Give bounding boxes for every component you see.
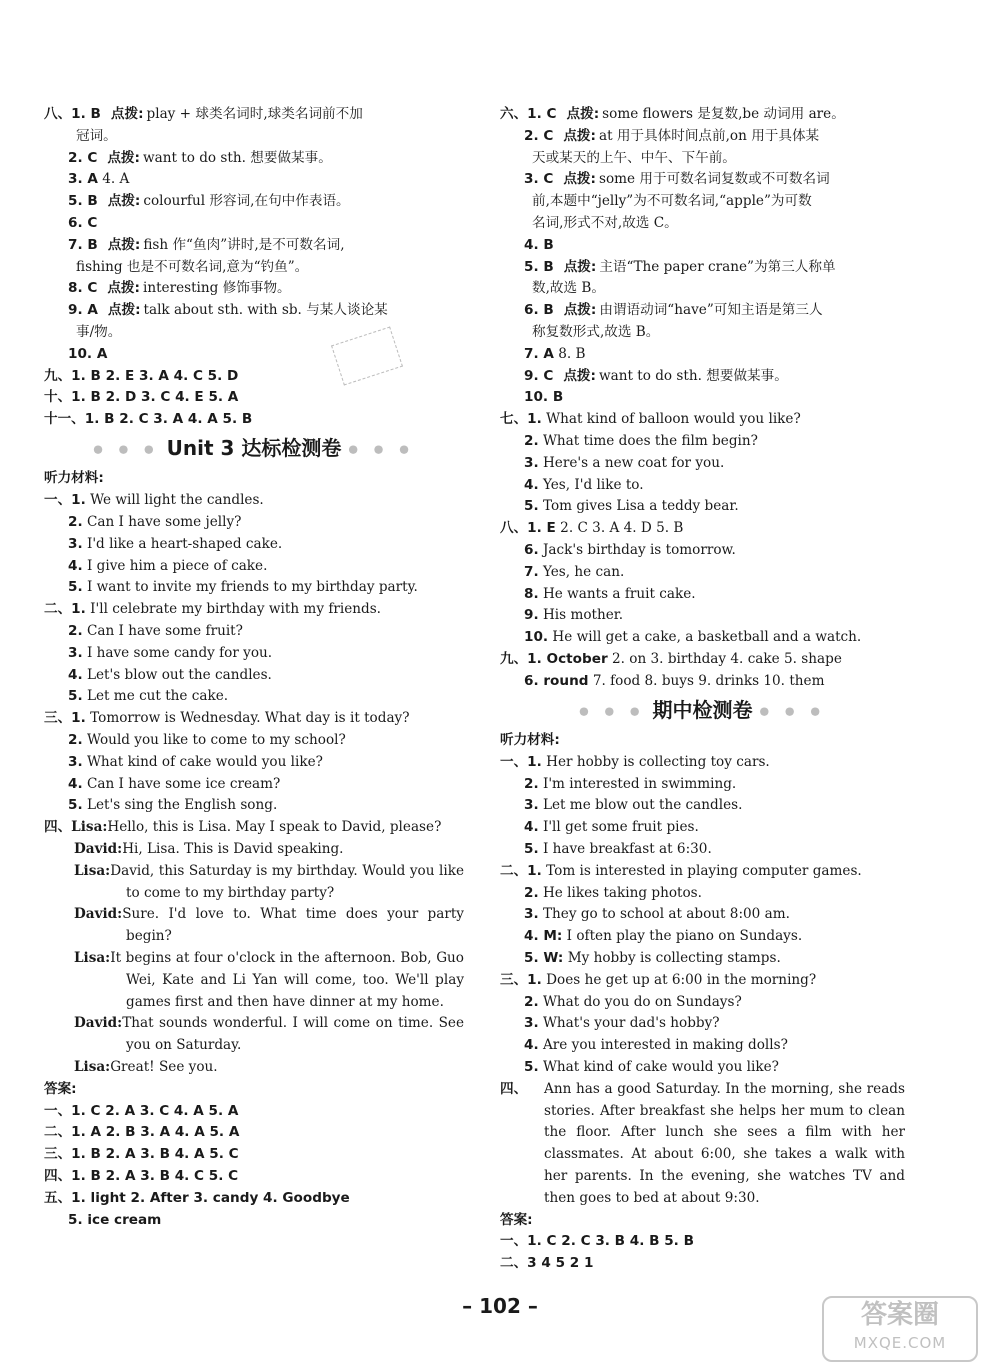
- item-text: What kind of balloon would you like?: [546, 411, 801, 428]
- hint-label: 点拨:: [563, 367, 596, 384]
- midterm-listening-list: [500, 752, 905, 1079]
- watermark-logo-icon: 答案圈 MXQE.COM: [822, 1296, 978, 1362]
- item-text: I have breakfast at 6:30.: [542, 841, 712, 857]
- item-text: They go to school at about 8:00 am.: [542, 906, 790, 923]
- speaker-name: Lisa:: [74, 1058, 111, 1075]
- answer-item: [500, 235, 905, 257]
- item-number: 2. C: [524, 127, 554, 144]
- item-text: I have some candy for you.: [86, 644, 273, 661]
- item-number: 4.: [68, 557, 83, 574]
- item-text: Can I have some ice cream?: [86, 775, 281, 792]
- answer-row: 五、1. light 2. After 3. candy 4. Goodbye: [44, 1189, 350, 1206]
- item-text: interesting 修饰事物。: [142, 280, 291, 297]
- unit3-answers: [44, 1101, 464, 1232]
- list-item: [500, 431, 905, 453]
- item-number: 5.: [68, 797, 83, 814]
- answer-item: [44, 191, 464, 213]
- item-text: I often play the piano on Sundays.: [566, 928, 803, 945]
- item-number: 5.: [524, 498, 539, 515]
- left-answer-lines-9-11: [44, 366, 464, 431]
- list-item: [500, 1013, 905, 1035]
- item-text: We will light the candles.: [90, 492, 264, 509]
- item-number: 6. C: [68, 214, 98, 231]
- answer-row: 四、1. B 2. A 3. B 4. C 5. C: [44, 1167, 239, 1184]
- item-number: 5. B: [68, 193, 98, 210]
- list-item: [500, 795, 905, 817]
- item-number: 10. B: [524, 389, 564, 406]
- item-number: 3. C: [524, 171, 554, 188]
- dialogue-text: Sure. I'd love to. What time does your party begin?: [122, 906, 464, 945]
- item-text: I want to invite my friends to my birthday party.: [86, 579, 418, 596]
- hint-label: 点拨:: [107, 149, 140, 166]
- answer-item: [44, 235, 464, 257]
- decor-dots-icon: ● ● ●: [579, 704, 646, 718]
- item-number: 7. B: [68, 236, 98, 253]
- item-text: Tom is interested in playing computer games.: [546, 862, 862, 879]
- page-number: – 102 –: [462, 1294, 538, 1318]
- item-number: 七、1.: [500, 411, 542, 428]
- dialogue-text: That sounds wonderful. I will come on time. See you on Saturday.: [122, 1015, 464, 1054]
- list-item: [44, 795, 464, 817]
- item-text: some 用于可数名词复数或不可数名词: [598, 171, 830, 188]
- list-item: [500, 562, 905, 584]
- item-number: 6. round: [524, 672, 589, 689]
- list-item: [500, 817, 905, 839]
- left-answer-block-8: [44, 104, 464, 366]
- item-number: 3.: [524, 454, 539, 471]
- text-line: 前,本题中“jelly”为不可数名词,“apple”为可数: [532, 193, 812, 210]
- listening-label: 听力材料:: [500, 732, 560, 749]
- item-text: Yes, I'd like to.: [542, 476, 644, 493]
- item-text: Her hobby is collecting toy cars.: [546, 753, 770, 770]
- list-item: [44, 534, 464, 556]
- item-number: 8.: [524, 585, 539, 602]
- item-number: 7.: [524, 563, 539, 580]
- list-item: [500, 1057, 905, 1079]
- list-item: [44, 621, 464, 643]
- item-number: 3.: [68, 753, 83, 770]
- item-number: 九、1. October: [500, 650, 608, 667]
- item-number: 10. A: [68, 345, 108, 362]
- answer-item: [500, 387, 905, 409]
- item-number: 2. C: [68, 149, 98, 166]
- item-text: Here's a new coat for you.: [542, 454, 725, 471]
- item-text: Let's blow out the candles.: [86, 666, 272, 683]
- item-number: 5. B: [524, 258, 554, 275]
- item-number: 6. B: [524, 302, 554, 319]
- list-item: [500, 518, 905, 540]
- list-item: [500, 584, 905, 606]
- dialogue-line: [44, 1013, 464, 1057]
- list-item: [500, 926, 905, 948]
- item-text: want to do sth. 想要做某事。: [598, 367, 788, 384]
- item-number: 2.: [68, 623, 83, 640]
- item-text: Yes, he can.: [542, 563, 625, 580]
- list-item: [44, 643, 464, 665]
- answer-row: 5. ice cream: [68, 1211, 162, 1228]
- item-text: Let me blow out the candles.: [542, 797, 743, 814]
- answer-item: [44, 169, 464, 191]
- answer-row: 一、1. C 2. A 3. C 4. A 5. A: [44, 1102, 239, 1119]
- list-item: [44, 490, 464, 512]
- dialogue-text: It begins at four o'clock in the afternoon. Bob, Guo Wei, Kate and Li Yan will come, too. We'll play games first and then have dinner at my home.: [110, 949, 464, 1010]
- item-text: He will get a cake, a basketball and a watch.: [552, 629, 862, 646]
- list-item: [500, 1035, 905, 1057]
- text-line: 事/物。: [76, 323, 122, 340]
- item-text: Jack's birthday is tomorrow.: [542, 541, 736, 558]
- text-line: fishing 也是不可数名词,意为“钓鱼”。: [76, 258, 309, 275]
- answer-item: [44, 104, 464, 126]
- list-item: [44, 730, 464, 752]
- dialogue-line: [44, 904, 464, 948]
- answer-item: [500, 104, 905, 126]
- item-number: 9.: [524, 607, 539, 624]
- list-item: [500, 970, 905, 992]
- item-text: Are you interested in making dolls?: [542, 1037, 788, 1054]
- unit3-dialogue: [44, 817, 464, 1079]
- answer-item: [500, 366, 905, 388]
- item-text: play + 球类名词时,球类名词前不加: [146, 106, 363, 122]
- answer-item: [500, 126, 905, 148]
- right-answer-block-7-9: [500, 409, 905, 692]
- hint-label: 点拨:: [563, 302, 597, 319]
- item-number: 10.: [524, 629, 549, 646]
- unit3-title: ● ● ● Unit 3 达标检测卷 ● ● ●: [93, 435, 415, 460]
- item-text: 8. B: [558, 345, 586, 362]
- list-item: [500, 540, 905, 562]
- hint-label: 点拨:: [563, 127, 596, 144]
- speaker-name: David:: [74, 841, 123, 857]
- answer-row: 三、1. B 2. A 3. B 4. A 5. C: [44, 1146, 239, 1163]
- item-number: 5.: [68, 688, 83, 705]
- list-item: [500, 948, 905, 970]
- item-number: 4.: [524, 819, 539, 836]
- item-text: talk about sth. with sb. 与某人谈论某: [143, 302, 388, 319]
- hint-label: 点拨:: [563, 258, 597, 275]
- item-text: 由谓语动词“have”可知主语是第三人: [599, 302, 823, 319]
- list-item: [500, 992, 905, 1014]
- item-number: 3.: [68, 535, 83, 552]
- item-number: 2.: [524, 432, 539, 449]
- dialogue-line: [44, 861, 464, 905]
- list-item: [44, 665, 464, 687]
- dialogue-text: Hello, this is Lisa. May I speak to David, please?: [107, 819, 442, 836]
- speaker-name: Lisa:: [74, 862, 111, 879]
- text-line: 称复数形式,故选 B。: [532, 323, 660, 340]
- hint-label: 点拨:: [110, 106, 144, 122]
- item-text: What time does the film begin?: [542, 432, 758, 449]
- item-number: 7. A: [524, 345, 554, 362]
- item-number: 5.: [524, 1058, 539, 1075]
- item-text: some flowers 是复数,be 动词用 are。: [602, 106, 845, 122]
- hint-label: 点拨:: [107, 302, 141, 319]
- list-item: [500, 752, 905, 774]
- item-number: 2.: [68, 732, 83, 749]
- speaker-name: David:: [74, 906, 123, 923]
- item-number: 八、1. E: [500, 520, 556, 537]
- item-number: 3. A: [68, 171, 98, 188]
- answer-item: [500, 169, 905, 191]
- answer-item: [44, 300, 464, 322]
- dialogue-line: [44, 948, 464, 1013]
- dialogue-line: [44, 1057, 464, 1079]
- item-number: 5. W:: [524, 949, 564, 966]
- item-number: 8. C: [68, 280, 98, 297]
- list-item: [500, 496, 905, 518]
- list-item: [500, 627, 905, 649]
- decor-dots-icon: ● ● ●: [759, 704, 826, 718]
- item-text: He wants a fruit cake.: [542, 585, 696, 602]
- dialogue-line: [44, 817, 464, 839]
- item-number: 二、1.: [500, 862, 542, 879]
- item-number: 2.: [524, 775, 539, 792]
- item-text: Can I have some fruit?: [86, 623, 243, 640]
- answer-item: [44, 148, 464, 170]
- item-number: 2.: [68, 514, 83, 531]
- list-item: [44, 577, 464, 599]
- item-number: 9. C: [524, 367, 554, 384]
- answer-item: [44, 278, 464, 300]
- item-number: 二、1.: [44, 601, 86, 618]
- answer-row: 十一、1. B 2. C 3. A 4. A 5. B: [44, 411, 253, 428]
- item-number: 3.: [524, 797, 539, 814]
- list-item: [500, 671, 905, 693]
- item-number: 一、1.: [44, 492, 86, 509]
- item-number: 3.: [524, 1015, 539, 1032]
- item-number: 4. M:: [524, 928, 563, 945]
- item-number: 2.: [524, 884, 539, 901]
- speaker-name: David:: [74, 1015, 123, 1032]
- midterm-answers: [500, 1231, 905, 1275]
- list-item: [500, 839, 905, 861]
- speaker-name: 四、Lisa:: [44, 819, 108, 836]
- dialogue-line: [44, 839, 464, 861]
- item-number: 6.: [524, 541, 539, 558]
- answer-label: 答案:: [44, 1080, 77, 1097]
- item-text: 7. food 8. buys 9. drinks 10. them: [592, 672, 825, 689]
- item-number: 4. B: [524, 236, 554, 253]
- item-text: I'd like a heart-shaped cake.: [86, 535, 283, 552]
- item-text: What's your dad's hobby?: [542, 1015, 720, 1032]
- item-text: fish 作“鱼肉”讲时,是不可数名词,: [143, 236, 345, 253]
- list-item: [44, 686, 464, 708]
- item-number: 4.: [68, 666, 83, 683]
- answer-item: [500, 344, 905, 366]
- list-item: [500, 453, 905, 475]
- list-item: [500, 774, 905, 796]
- item-text: Tomorrow is Wednesday. What day is it today?: [90, 710, 410, 727]
- hint-label: 点拨:: [563, 171, 596, 188]
- hint-label: 点拨:: [566, 106, 600, 122]
- answer-row: 二、1. A 2. B 3. A 4. A 5. A: [44, 1124, 240, 1141]
- list-item: [500, 904, 905, 926]
- answer-item: [500, 257, 905, 279]
- item-text: I'm interested in swimming.: [542, 775, 737, 792]
- text-line: 冠词。: [76, 127, 117, 144]
- item-number: 4.: [524, 476, 539, 493]
- item-text: I give him a piece of cake.: [86, 557, 268, 574]
- item-text: Tom gives Lisa a teddy bear.: [542, 498, 739, 515]
- item-text: I'll get some fruit pies.: [542, 819, 699, 836]
- item-text: 4. A: [102, 171, 130, 188]
- decor-dots-icon: ● ● ●: [93, 442, 160, 456]
- item-number: 5.: [68, 579, 83, 596]
- unit3-listening-list: [44, 490, 464, 817]
- dialogue-text: Hi, Lisa. This is David speaking.: [122, 841, 344, 857]
- midterm-title: ● ● ● 期中检测卷 ● ● ●: [579, 697, 826, 722]
- item-text: Can I have some jelly?: [86, 514, 242, 531]
- item-text: Let's sing the English song.: [86, 797, 278, 814]
- item-number: 3.: [68, 644, 83, 661]
- dialogue-text: David, this Saturday is my birthday. Would you like to come to my birthday party?: [110, 862, 464, 901]
- item-number: 六、1. C: [500, 106, 557, 122]
- right-answer-block-6: [500, 104, 905, 409]
- list-item: [500, 475, 905, 497]
- item-text: 主语“The paper crane”为第三人称单: [599, 258, 836, 275]
- item-text: Does he get up at 6:00 in the morning?: [546, 971, 817, 988]
- item-text: want to do sth. 想要做某事。: [142, 149, 332, 166]
- answer-item: [44, 213, 464, 235]
- midterm-passage: 四、 Ann has a good Saturday. In the morning, she reads stories. After breakfast she helps her mum to clean the floor. After lunch she sees a film with her classmates. At about 6:00, she takes a walk with her parents. In the evening, she watches TV and then goes to bed at about 9:30.: [500, 1080, 905, 1206]
- list-item: [44, 512, 464, 534]
- item-number: 一、1.: [500, 753, 542, 770]
- answer-row: 二、3 4 5 2 1: [500, 1255, 594, 1272]
- list-item: [44, 774, 464, 796]
- answer-label: 答案:: [500, 1211, 533, 1228]
- list-item: [500, 605, 905, 627]
- dialogue-text: Great! See you.: [110, 1058, 218, 1075]
- item-text: He likes taking photos.: [542, 884, 702, 901]
- list-item: [500, 883, 905, 905]
- right-column: [500, 104, 905, 1275]
- item-number: 八、1. B: [44, 106, 101, 122]
- text-line: 天或某天的上午、中午、下午前。: [532, 149, 736, 166]
- item-number: 2.: [524, 993, 539, 1010]
- list-item: [500, 409, 905, 431]
- item-text: 2. on 3. birthday 4. cake 5. shape: [611, 650, 842, 667]
- list-item: [44, 556, 464, 578]
- answer-row: 十、1. B 2. D 3. C 4. E 5. A: [44, 389, 239, 406]
- listening-label: 听力材料:: [44, 470, 104, 487]
- list-item: [500, 649, 905, 671]
- item-number: 4.: [68, 775, 83, 792]
- item-number: 5.: [524, 841, 539, 857]
- item-text: at 用于具体时间点前,on 用于具体某: [598, 127, 820, 144]
- item-text: 2. C 3. A 4. D 5. B: [560, 520, 684, 537]
- text-line: 数,故选 B。: [532, 280, 606, 297]
- item-text: colourful 形容词,在句中作表语。: [143, 193, 350, 210]
- item-number: 三、1.: [44, 710, 86, 727]
- item-text: My hobby is collecting stamps.: [567, 949, 781, 966]
- left-column: [44, 104, 464, 1231]
- list-item: [500, 861, 905, 883]
- decor-dots-icon: ● ● ●: [348, 442, 415, 456]
- answer-row: 九、1. B 2. E 3. A 4. C 5. D: [44, 367, 239, 384]
- answer-item: [500, 300, 905, 322]
- item-text: What kind of cake would you like?: [542, 1058, 779, 1075]
- item-text: Let me cut the cake.: [86, 688, 229, 705]
- answer-row: 一、1. C 2. C 3. B 4. B 5. B: [500, 1233, 694, 1250]
- speaker-name: Lisa:: [74, 949, 111, 966]
- item-number: 4.: [524, 1037, 539, 1054]
- item-text: What do you do on Sundays?: [542, 993, 742, 1010]
- list-item: [44, 752, 464, 774]
- hint-label: 点拨:: [107, 236, 141, 253]
- list-item: [44, 599, 464, 621]
- item-text: Would you like to come to my school?: [86, 732, 346, 749]
- item-text: What kind of cake would you like?: [86, 753, 323, 770]
- hint-label: 点拨:: [107, 193, 141, 210]
- item-number: 9. A: [68, 302, 98, 319]
- item-number: 3.: [524, 906, 539, 923]
- item-text: His mother.: [542, 607, 624, 624]
- item-number: 三、1.: [500, 971, 542, 988]
- hint-label: 点拨:: [107, 280, 140, 297]
- text-line: 名词,形式不对,故选 C。: [532, 214, 678, 231]
- list-item: [44, 708, 464, 730]
- item-text: I'll celebrate my birthday with my friends.: [90, 601, 381, 618]
